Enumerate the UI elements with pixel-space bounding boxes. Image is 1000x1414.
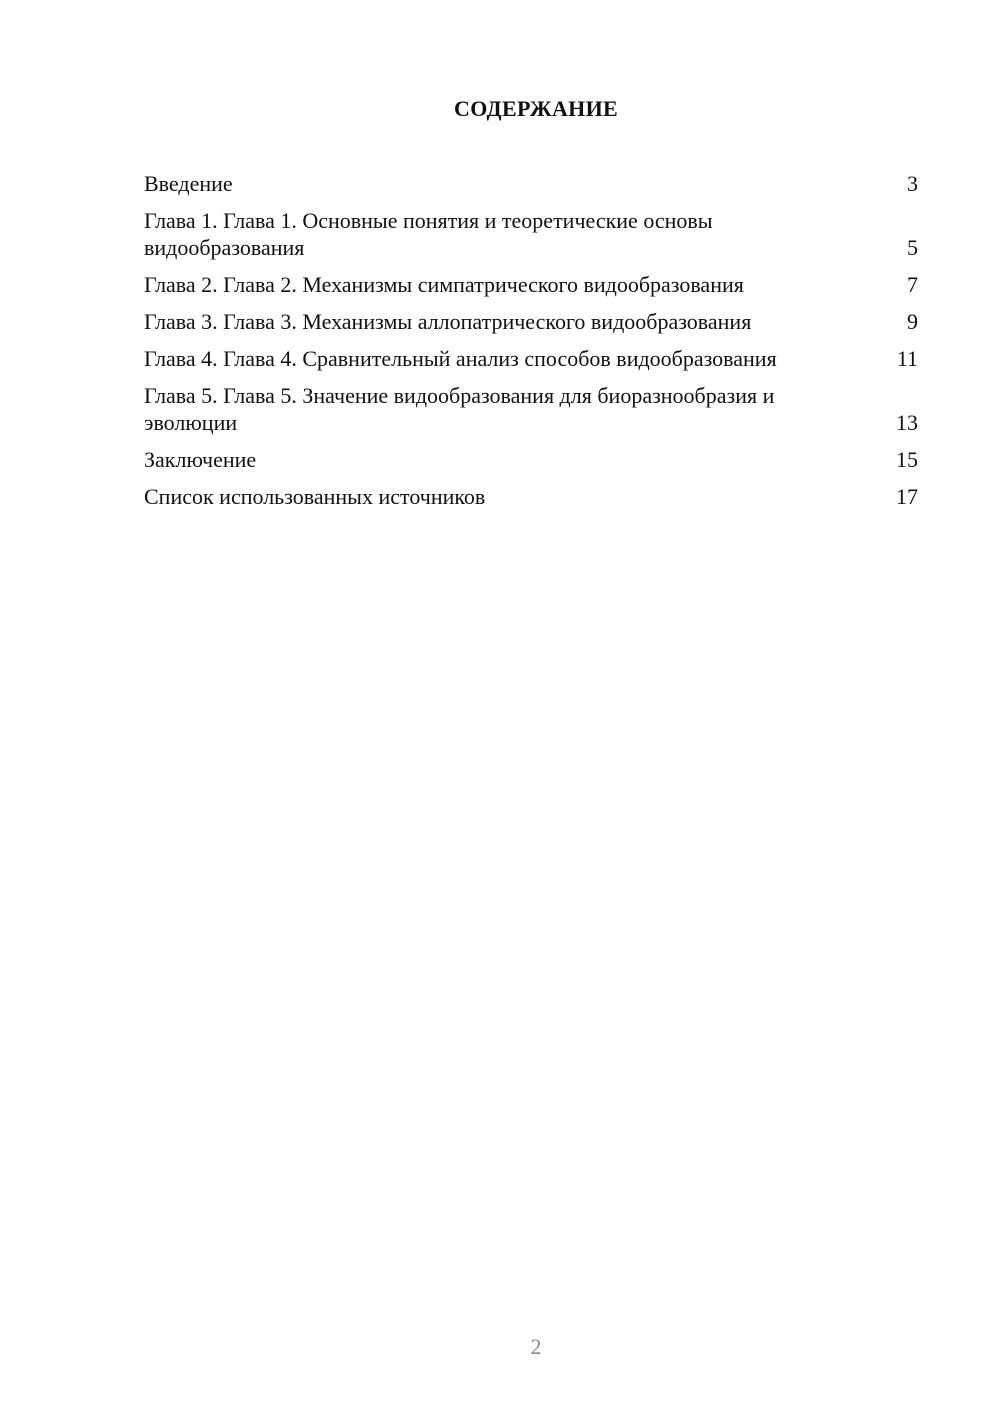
page-title: СОДЕРЖАНИЕ bbox=[454, 96, 618, 121]
toc-entry-page: 13 bbox=[896, 410, 918, 435]
toc-entry-conclusion bbox=[144, 446, 918, 473]
toc-entry-page: 5 bbox=[907, 235, 918, 260]
toc-entry-chapter-2 bbox=[144, 271, 918, 298]
toc-entry-page: 15 bbox=[896, 447, 918, 472]
toc-entry-text: Глава 3. Глава 3. Механизмы аллопатрического видообразования bbox=[144, 309, 752, 334]
toc-entry-introduction bbox=[144, 170, 918, 197]
toc-entry-text: Глава 1. Глава 1. Основные понятия и теоретические основы видообразования bbox=[144, 208, 713, 260]
toc-entry-text: Глава 2. Глава 2. Механизмы симпатрического видообразования bbox=[144, 272, 744, 297]
toc-entry-text: Заключение bbox=[144, 447, 257, 472]
toc-entry-page: 3 bbox=[907, 171, 918, 196]
page-number: 2 bbox=[530, 1334, 542, 1359]
toc-entry-references bbox=[144, 483, 918, 510]
toc-entry-page: 17 bbox=[896, 484, 918, 509]
table-of-contents bbox=[144, 170, 918, 520]
toc-entry-page: 7 bbox=[907, 272, 918, 297]
toc-entry-chapter-4 bbox=[144, 345, 918, 372]
toc-entry-text: Глава 4. Глава 4. Сравнительный анализ способов видообразования bbox=[144, 346, 777, 371]
toc-entry-chapter-5 bbox=[144, 382, 918, 436]
toc-entry-page: 9 bbox=[907, 309, 918, 334]
toc-entry-page: 11 bbox=[896, 346, 918, 371]
toc-entry-text: Введение bbox=[144, 171, 233, 196]
toc-entry-chapter-1 bbox=[144, 207, 918, 261]
toc-entry-text: Глава 5. Глава 5. Значение видообразования для биоразнообразия и эволюции bbox=[144, 383, 775, 435]
toc-entry-chapter-3 bbox=[144, 308, 918, 335]
toc-entry-text: Список использованных источников bbox=[144, 484, 486, 509]
